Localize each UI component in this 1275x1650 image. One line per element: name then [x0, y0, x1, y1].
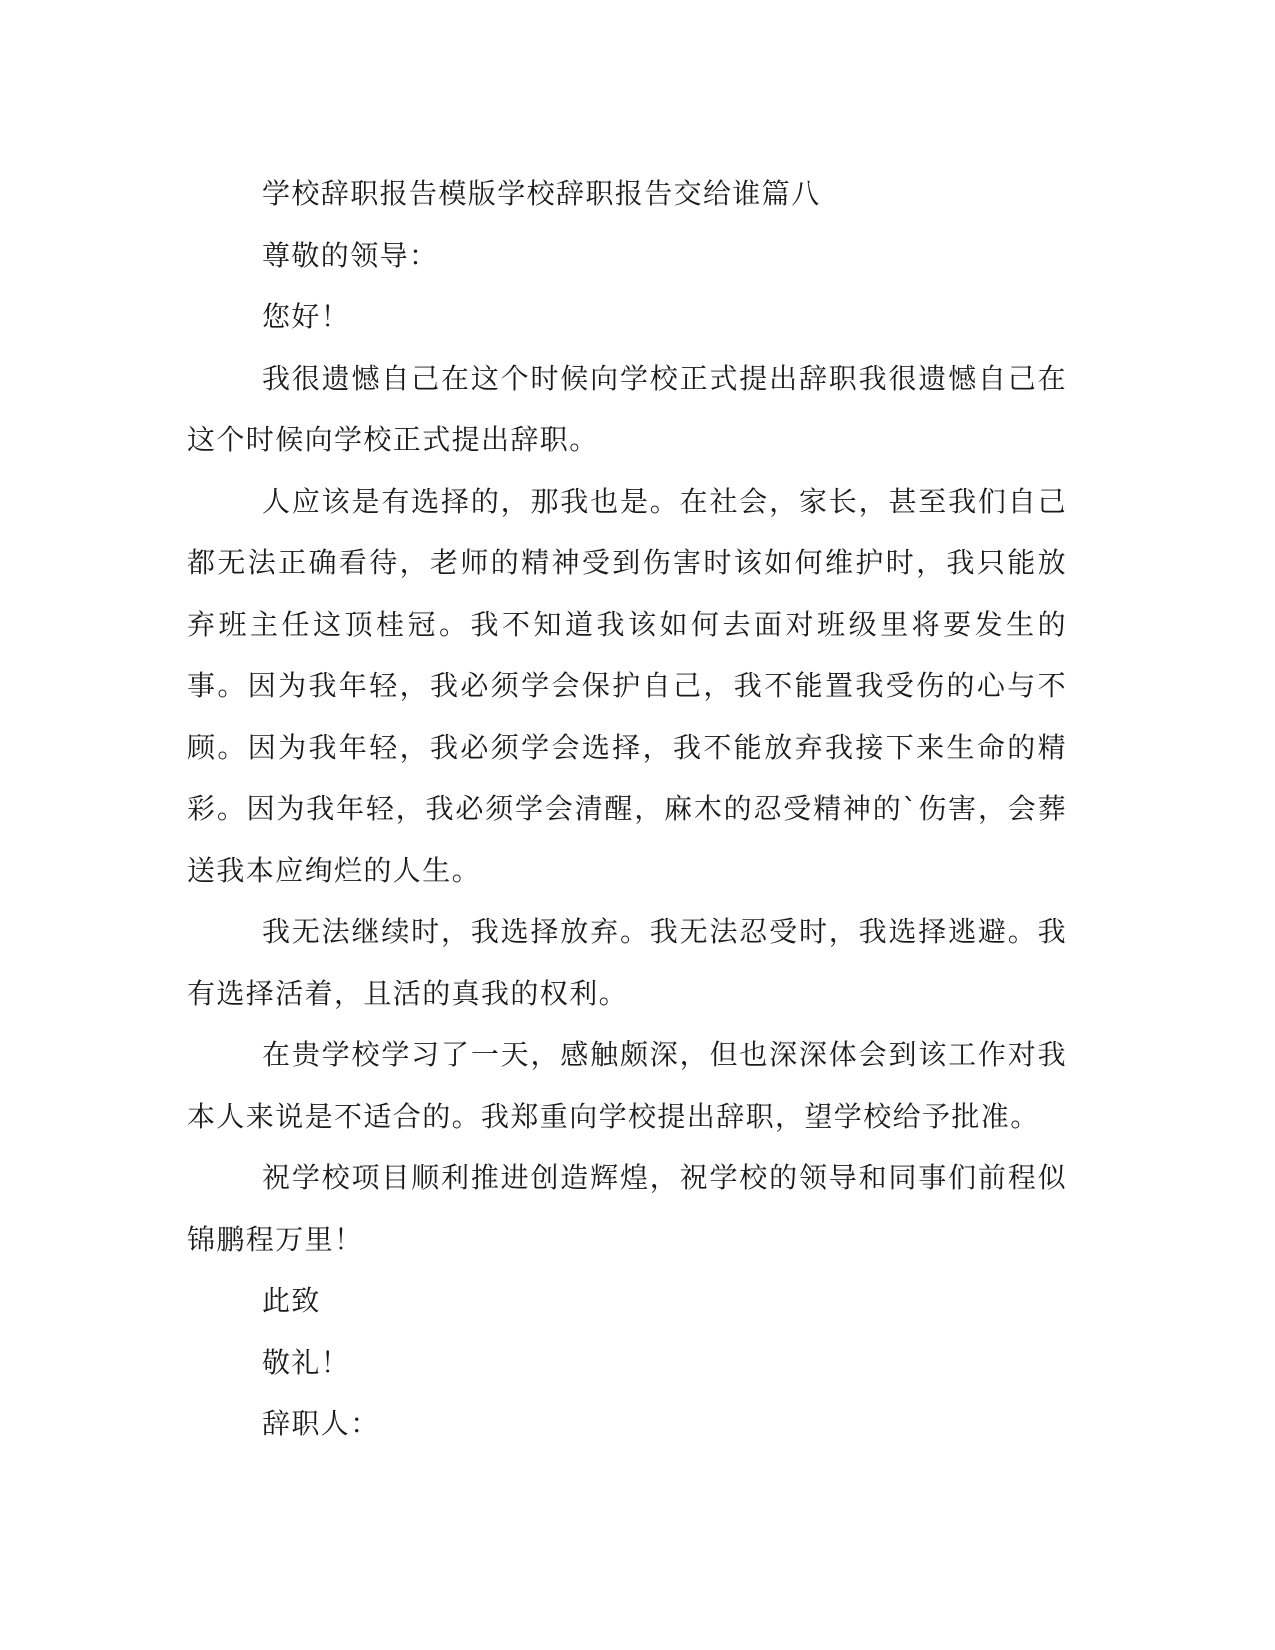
body-paragraph: 我无法继续时，我选择放弃。我无法忍受时，我选择逃避。我有选择活着，且活的真我的权利。 [187, 915, 1067, 1010]
document-body [187, 163, 1067, 1455]
greeting: 您好！ [262, 300, 351, 333]
body-paragraph: 在贵学校学习了一天，感触颇深，但也深深体会到该工作对我本人来说是不适合的。我郑重向学校提出辞职，望学校给予批准。 [187, 1038, 1067, 1133]
document-title: 学校辞职报告模版学校辞职报告交给谁篇八 [262, 177, 821, 210]
body-paragraph: 祝学校项目顺利推进创造辉煌，祝学校的领导和同事们前程似锦鹏程万里！ [187, 1161, 1067, 1256]
body-paragraph: 人应该是有选择的，那我也是。在社会，家长，甚至我们自己都无法正确看待，老师的精神受到伤害时该如何维护时，我只能放弃班主任这顶桂冠。我不知道我该如何去面对班级里将要发生的事。因为我年轻，我必须学会保护自己，我不能置我受伤的心与不顾。因为我年轻，我必须学会选择，我不能放弃我接下来生命的精彩。因为我年轻，我必须学会清醒，麻木的忍受精神的`伤害，会葬送我本应绚烂的人生。 [187, 484, 1067, 887]
signature-label: 辞职人： [262, 1407, 380, 1440]
closing-salute: 敬礼！ [262, 1345, 351, 1379]
body-paragraph: 我很遗憾自己在这个时候向学校正式提出辞职我很遗憾自己在这个时候向学校正式提出辞职。 [187, 361, 1067, 456]
salutation: 尊敬的领导： [262, 238, 439, 272]
closing-line: 此致 [262, 1284, 321, 1317]
